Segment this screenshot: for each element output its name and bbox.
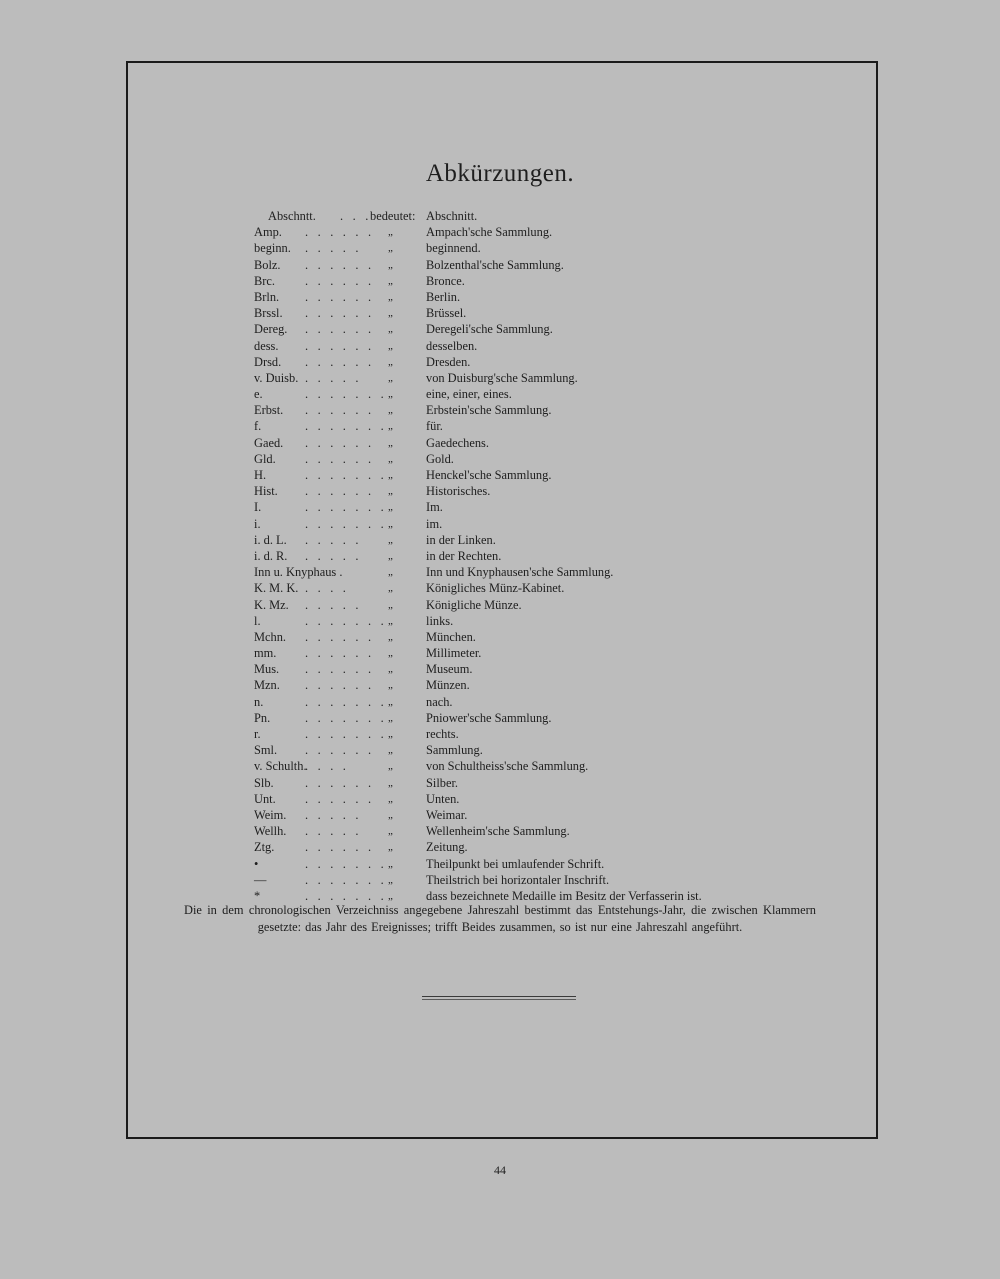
list-item — [0, 451, 1000, 467]
ditto-mark: „ — [388, 566, 393, 579]
abbreviation: Inn u. Knyphaus . — [254, 565, 343, 580]
ditto-mark: „ — [388, 873, 393, 886]
ditto-mark: „ — [388, 582, 393, 595]
leader-dots: . . . . . . — [305, 775, 375, 790]
meaning: desselben. — [426, 338, 478, 353]
meaning: Wellenheim'sche Sammlung. — [426, 824, 570, 839]
meaning: links. — [426, 613, 454, 628]
list-item — [0, 823, 1000, 839]
leader-dots: . . . . . . — [305, 435, 375, 450]
leader-dots: . . . . . . — [305, 257, 375, 272]
abbreviation: i. d. R. — [254, 548, 288, 563]
meaning: Brüssel. — [426, 306, 467, 321]
abbreviation: Sml. — [254, 743, 278, 758]
list-item — [0, 289, 1000, 305]
leader-dots: . . . . . . . — [305, 888, 387, 903]
abbreviation: dess. — [254, 338, 279, 353]
list-item — [0, 580, 1000, 596]
abbreviation: e. — [254, 387, 263, 402]
abbreviation: Brln. — [254, 289, 280, 304]
leader-dots: . . . . . . . — [305, 516, 387, 531]
list-item — [0, 321, 1000, 337]
meaning: für. — [426, 419, 443, 434]
leader-dots: . . . . — [305, 581, 350, 596]
ditto-mark: „ — [388, 841, 393, 854]
leader-dots: . . . . . — [305, 370, 362, 385]
abbreviation: Brc. — [254, 273, 275, 288]
ditto-mark: „ — [388, 679, 393, 692]
meaning: von Duisburg'sche Sammlung. — [426, 370, 578, 385]
leader-dots: . . . . . — [305, 548, 362, 563]
list-item — [0, 564, 1000, 580]
abbreviation: Abschntt. — [268, 209, 316, 223]
ditto-mark: „ — [388, 760, 393, 773]
list-item — [0, 742, 1000, 758]
abbreviation: n. — [254, 694, 264, 709]
ditto-mark: „ — [388, 226, 393, 239]
leader-dots: . . . . . . — [305, 322, 375, 337]
meaning: beginnend. — [426, 241, 481, 256]
ditto-mark: „ — [388, 339, 393, 352]
list-item — [0, 240, 1000, 256]
ditto-mark: „ — [388, 469, 393, 481]
abbreviation: Drsd. — [254, 354, 282, 369]
meaning: im. — [426, 516, 443, 531]
list-item — [0, 402, 1000, 418]
leader-dots: . . . — [340, 209, 372, 223]
meaning: dass bezeichnete Medaille im Besitz der Verfasserin ist. — [426, 888, 702, 903]
ornamental-rule — [422, 999, 576, 1000]
list-item — [0, 224, 1000, 240]
meaning: in der Rechten. — [426, 548, 502, 563]
ditto-mark: „ — [388, 371, 393, 384]
meaning: Bronce. — [426, 273, 465, 288]
list-item — [0, 597, 1000, 613]
meaning: Königliches Münz-Kabinet. — [426, 581, 565, 596]
abbreviation: Unt. — [254, 791, 276, 806]
meaning: in der Linken. — [426, 532, 496, 547]
page-title: Abkürzungen. — [425, 160, 575, 187]
ditto-mark: „ — [388, 663, 393, 676]
abbreviation: Ztg. — [254, 840, 275, 855]
list-item — [0, 273, 1000, 289]
meaning: Inn und Knyphausen'sche Sammlung. — [426, 565, 614, 580]
abbreviation: Gld. — [254, 451, 276, 466]
meaning: Henckel'sche Sammlung. — [426, 468, 552, 482]
list-item — [0, 872, 1000, 888]
list-item — [0, 791, 1000, 807]
meaning: Unten. — [426, 791, 460, 806]
list-item — [0, 694, 1000, 710]
list-item — [0, 758, 1000, 774]
meaning: Münzen. — [426, 678, 470, 693]
abbreviation: K. M. K. — [254, 581, 299, 596]
meaning: Königliche Münze. — [426, 597, 522, 612]
ditto-mark: „ — [388, 598, 393, 611]
meaning: von Schultheiss'sche Sammlung. — [426, 759, 589, 774]
ditto-mark: „ — [388, 711, 393, 724]
abbreviation: I. — [254, 500, 262, 515]
abbreviation: Hist. — [254, 484, 278, 499]
abbreviation: v. Schulth. — [254, 759, 307, 774]
list-item — [0, 338, 1000, 354]
ditto-mark: „ — [388, 355, 393, 368]
leader-dots: . . . . . . — [305, 791, 375, 806]
meaning: Historisches. — [426, 484, 491, 499]
abbreviation: i. — [254, 516, 261, 531]
meaning: rechts. — [426, 727, 459, 741]
meaning: Gaedechens. — [426, 435, 489, 450]
ditto-mark: „ — [388, 388, 393, 401]
abbreviation: Dereg. — [254, 322, 288, 337]
list-item — [0, 483, 1000, 499]
list-item — [0, 775, 1000, 791]
leader-dots: . . . . . — [305, 597, 362, 612]
meaning: Weimar. — [426, 807, 468, 822]
leader-dots: . . . . . . — [305, 743, 375, 758]
ditto-mark: „ — [388, 420, 393, 433]
meaning: Dresden. — [426, 354, 471, 369]
ditto-mark: „ — [388, 274, 393, 287]
meaning: Ampach'sche Sammlung. — [426, 225, 553, 240]
ditto-mark: „ — [388, 533, 393, 546]
list-item — [0, 710, 1000, 726]
meaning: nach. — [426, 694, 453, 709]
ditto-mark: „ — [388, 695, 393, 708]
list-item — [0, 856, 1000, 872]
list-item — [0, 677, 1000, 693]
list-item — [0, 613, 1000, 629]
meaning: eine, einer, eines. — [426, 387, 512, 402]
leader-dots: . . . . . . — [305, 629, 375, 644]
meaning: Erbstein'sche Sammlung. — [426, 403, 552, 418]
abbreviation: H. — [254, 468, 267, 482]
list-item — [0, 257, 1000, 273]
list-item — [0, 516, 1000, 532]
abbreviation: beginn. — [254, 241, 291, 256]
leader-dots: . . . . . . — [305, 840, 375, 855]
list-item — [0, 305, 1000, 321]
leader-dots: . . . . . . . — [305, 727, 387, 741]
ditto-mark: „ — [388, 307, 393, 320]
meaning: Theilstrich bei horizontaler Inschrift. — [426, 872, 610, 887]
meaning: Deregeli'sche Sammlung. — [426, 322, 553, 337]
leader-dots: . . . . . . . — [305, 710, 387, 725]
leader-dots: . . . . . . — [305, 646, 375, 661]
bedeutet-label: bedeutet: — [370, 209, 416, 223]
meaning: Im. — [426, 500, 443, 515]
list-item — [0, 418, 1000, 434]
list-item — [0, 354, 1000, 370]
abbreviation-list — [0, 208, 1000, 904]
abbreviation: Weim. — [254, 807, 287, 822]
meaning: München. — [426, 629, 476, 644]
leader-dots: . . . . . . . — [305, 856, 387, 871]
abbreviation: Slb. — [254, 775, 274, 790]
meaning: Gold. — [426, 451, 454, 466]
leader-dots: . . . . . . — [305, 225, 375, 240]
abbreviation: Bolz. — [254, 257, 281, 272]
leader-dots: . . . . . . . — [305, 872, 387, 887]
list-item — [0, 208, 1000, 224]
meaning: Zeitung. — [426, 840, 468, 855]
ditto-mark: „ — [388, 323, 393, 336]
ditto-mark: „ — [388, 242, 393, 255]
ditto-mark: „ — [388, 744, 393, 757]
ditto-mark: „ — [388, 825, 393, 838]
leader-dots: . . . . . . . — [305, 419, 387, 434]
leader-dots: . . . . . . . — [305, 613, 387, 628]
leader-dots: . . . . . — [305, 824, 362, 839]
abbreviation: mm. — [254, 646, 277, 661]
leader-dots: . . . . . . — [305, 273, 375, 288]
abbreviation: Erbst. — [254, 403, 284, 418]
meaning: Berlin. — [426, 289, 461, 304]
meaning: Theilpunkt bei umlaufender Schrift. — [426, 856, 605, 871]
ditto-mark: „ — [388, 436, 393, 449]
abbreviation: K. Mz. — [254, 597, 289, 612]
list-item — [0, 661, 1000, 677]
ditto-mark: „ — [388, 549, 393, 562]
ditto-mark: „ — [388, 728, 393, 740]
ditto-mark: „ — [388, 517, 393, 530]
abbreviation: — — [254, 872, 267, 887]
list-item — [0, 386, 1000, 402]
ditto-mark: „ — [388, 808, 393, 821]
list-item — [0, 645, 1000, 661]
leader-dots: . . . . . . . — [305, 694, 387, 709]
meaning: Millimeter. — [426, 646, 482, 661]
meaning: Sammlung. — [426, 743, 483, 758]
meaning: Bolzenthal'sche Sammlung. — [426, 257, 564, 272]
abbreviation: Mus. — [254, 662, 280, 677]
abbreviation: Amp. — [254, 225, 282, 240]
list-item — [0, 629, 1000, 645]
ditto-mark: „ — [388, 792, 393, 805]
ditto-mark: „ — [388, 404, 393, 417]
list-item — [0, 370, 1000, 386]
ditto-mark: „ — [388, 776, 393, 789]
meaning: Pniower'sche Sammlung. — [426, 710, 552, 725]
leader-dots: . . . . — [305, 759, 350, 774]
leader-dots: . . . . . . — [305, 451, 375, 466]
ditto-mark: „ — [388, 290, 393, 303]
leader-dots: . . . . . . . — [305, 468, 387, 482]
ditto-mark: „ — [388, 889, 393, 902]
abbreviation: i. d. L. — [254, 532, 287, 547]
leader-dots: . . . . . — [305, 807, 362, 822]
ditto-mark: „ — [388, 614, 393, 627]
abbreviation: r. — [254, 727, 261, 741]
list-item — [0, 435, 1000, 451]
list-item — [0, 548, 1000, 564]
list-item — [0, 839, 1000, 855]
ditto-mark: „ — [388, 647, 393, 660]
abbreviation: • — [254, 856, 259, 871]
abbreviation: * — [254, 888, 261, 903]
leader-dots: . . . . . — [305, 532, 362, 547]
leader-dots: . . . . . . — [305, 289, 375, 304]
leader-dots: . . . . . . — [305, 484, 375, 499]
ditto-mark: „ — [388, 258, 393, 271]
ditto-mark: „ — [388, 485, 393, 498]
abbreviation: Mzn. — [254, 678, 280, 693]
leader-dots: . . . . . . . — [305, 387, 387, 402]
abbreviation: Wellh. — [254, 824, 287, 839]
meaning: Silber. — [426, 775, 459, 790]
abbreviation: l. — [254, 613, 261, 628]
footnote-text: Die in dem chronologischen Verzeichniss angegebene Jahreszahl bestimmt das Entstehungs-Jahr, die zwischen Klammern gesetzte: das Jahr des Ereignisses; trifft Beides zusammen, so ist nur eine Jahreszahl angeführt. — [184, 903, 816, 934]
abbreviation: Brssl. — [254, 306, 283, 321]
list-item — [0, 499, 1000, 515]
leader-dots: . . . . . . — [305, 678, 375, 693]
abbreviation: v. Duisb. — [254, 370, 299, 385]
ditto-mark: „ — [388, 452, 393, 465]
abbreviation: f. — [254, 419, 262, 434]
leader-dots: . . . . . . . — [305, 500, 387, 515]
abbreviation: Mchn. — [254, 629, 287, 644]
ornamental-rule — [422, 996, 576, 997]
list-item — [0, 532, 1000, 548]
page-number: 44 — [494, 1163, 506, 1177]
meaning: Abschnitt. — [426, 209, 478, 223]
abbreviation: Gaed. — [254, 435, 284, 450]
leader-dots: . . . . . . — [305, 354, 375, 369]
ditto-mark: „ — [388, 630, 393, 643]
leader-dots: . . . . . . — [305, 662, 375, 677]
list-item — [0, 726, 1000, 742]
ditto-mark: „ — [388, 857, 393, 870]
ditto-mark: „ — [388, 501, 393, 514]
meaning: Museum. — [426, 662, 473, 677]
leader-dots: . . . . . . — [305, 338, 375, 353]
leader-dots: . . . . . . — [305, 306, 375, 321]
leader-dots: . . . . . — [305, 241, 362, 256]
list-item — [0, 807, 1000, 823]
leader-dots: . . . . . . — [305, 403, 375, 418]
list-item — [0, 467, 1000, 483]
abbreviation: Pn. — [254, 710, 271, 725]
